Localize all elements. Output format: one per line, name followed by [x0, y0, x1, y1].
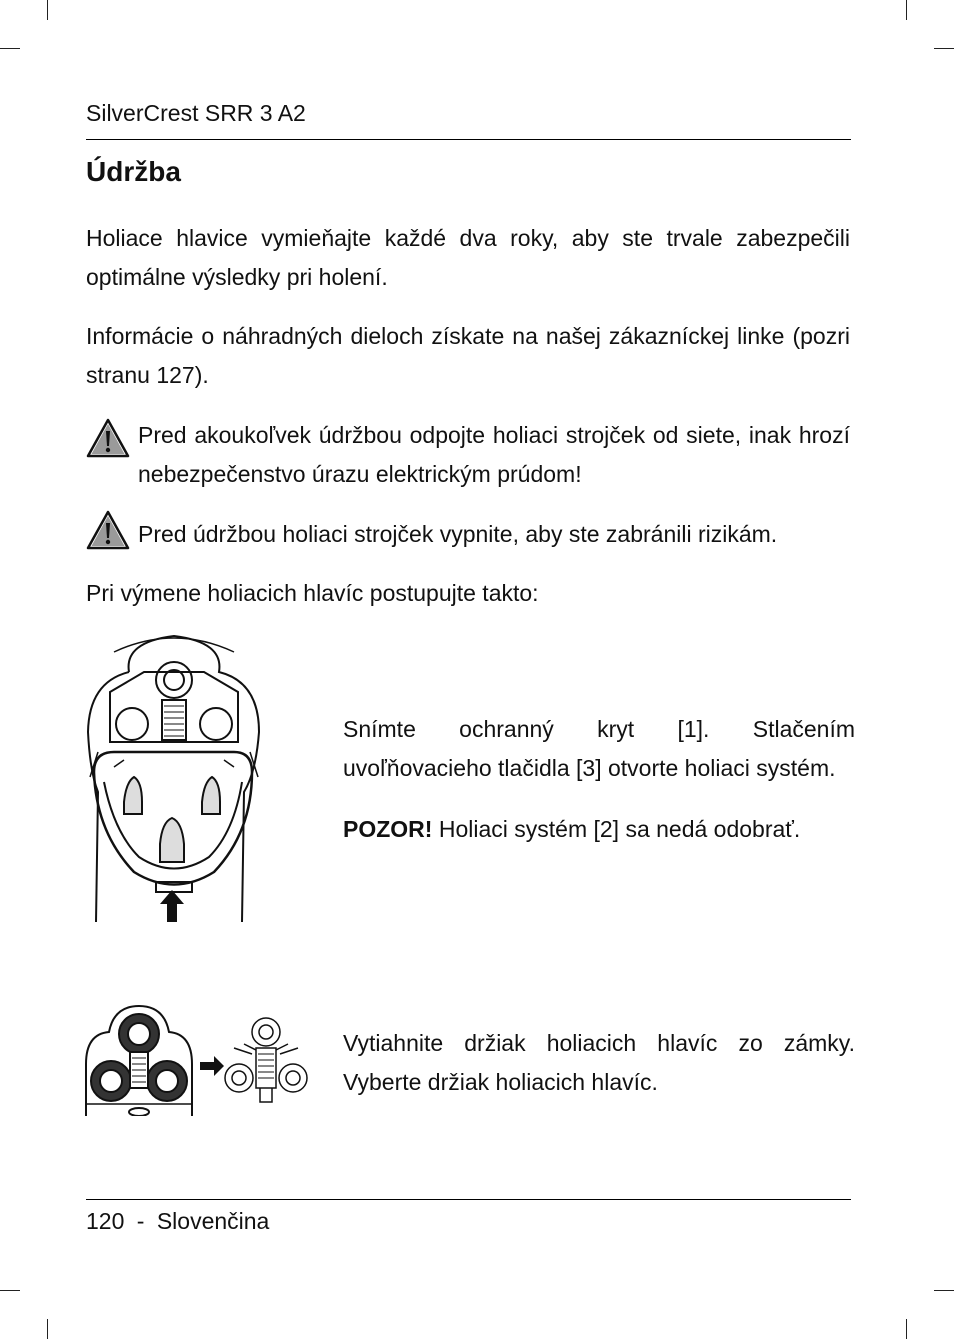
crop-mark — [0, 48, 20, 49]
running-header: SilverCrest SRR 3 A2 — [86, 100, 306, 126]
page-number: 120 — [86, 1208, 125, 1234]
footer-language: Slovenčina — [156, 1208, 270, 1234]
crop-mark — [906, 0, 907, 20]
warning-triangle-icon — [86, 510, 130, 550]
caution-text: Holiaci systém [2] sa nedá odobrať. — [432, 816, 801, 842]
paragraph-replacement-interval: Holiace hlavice vymieňajte každé dva roky, aby ste trvale zabezpečili optimálne výsledky pri holení. — [86, 225, 850, 290]
step-1-note — [343, 810, 855, 849]
header-rule — [86, 139, 851, 140]
step-2-text: Vytiahnite držiak holiacich hlavíc zo zámky. Vyberte držiak holiacich hlavíc. — [343, 1030, 855, 1095]
crop-mark — [934, 48, 954, 49]
caution-label: POZOR! — [343, 816, 433, 842]
warning-text: Pred akoukoľvek údržbou odpojte holiaci strojček od siete, inak hrozí nebezpečenstvo úrazu elektrickým prúdom! — [138, 422, 850, 487]
shaver-open-illustration — [84, 632, 264, 922]
head-holder-removal-illustration — [84, 1004, 309, 1116]
warning-triangle-icon — [86, 418, 130, 458]
crop-mark — [47, 1319, 48, 1339]
warning-switch-off — [86, 508, 850, 554]
crop-mark — [47, 0, 48, 20]
crop-mark — [906, 1319, 907, 1339]
footer-separator: - — [136, 1208, 145, 1234]
step-1-text: Snímte ochranný kryt [1]. Stlačením uvoľňovacieho tlačidla [3] otvorte holiaci systém. — [343, 716, 855, 781]
crop-mark — [934, 1290, 954, 1291]
footer-rule — [86, 1199, 851, 1200]
paragraph-procedure-intro: Pri výmene holiacich hlavíc postupujte takto: — [86, 580, 539, 606]
warning-text: Pred údržbou holiaci strojček vypnite, aby ste zabránili rizikám. — [138, 521, 778, 547]
crop-mark — [0, 1290, 20, 1291]
section-heading: Údržba — [86, 156, 181, 187]
page-footer — [86, 1208, 269, 1235]
paragraph-spare-parts: Informácie o náhradných dieloch získate na našej zákazníckej linke (pozri stranu 127). — [86, 323, 850, 388]
warning-unplug — [86, 416, 850, 496]
